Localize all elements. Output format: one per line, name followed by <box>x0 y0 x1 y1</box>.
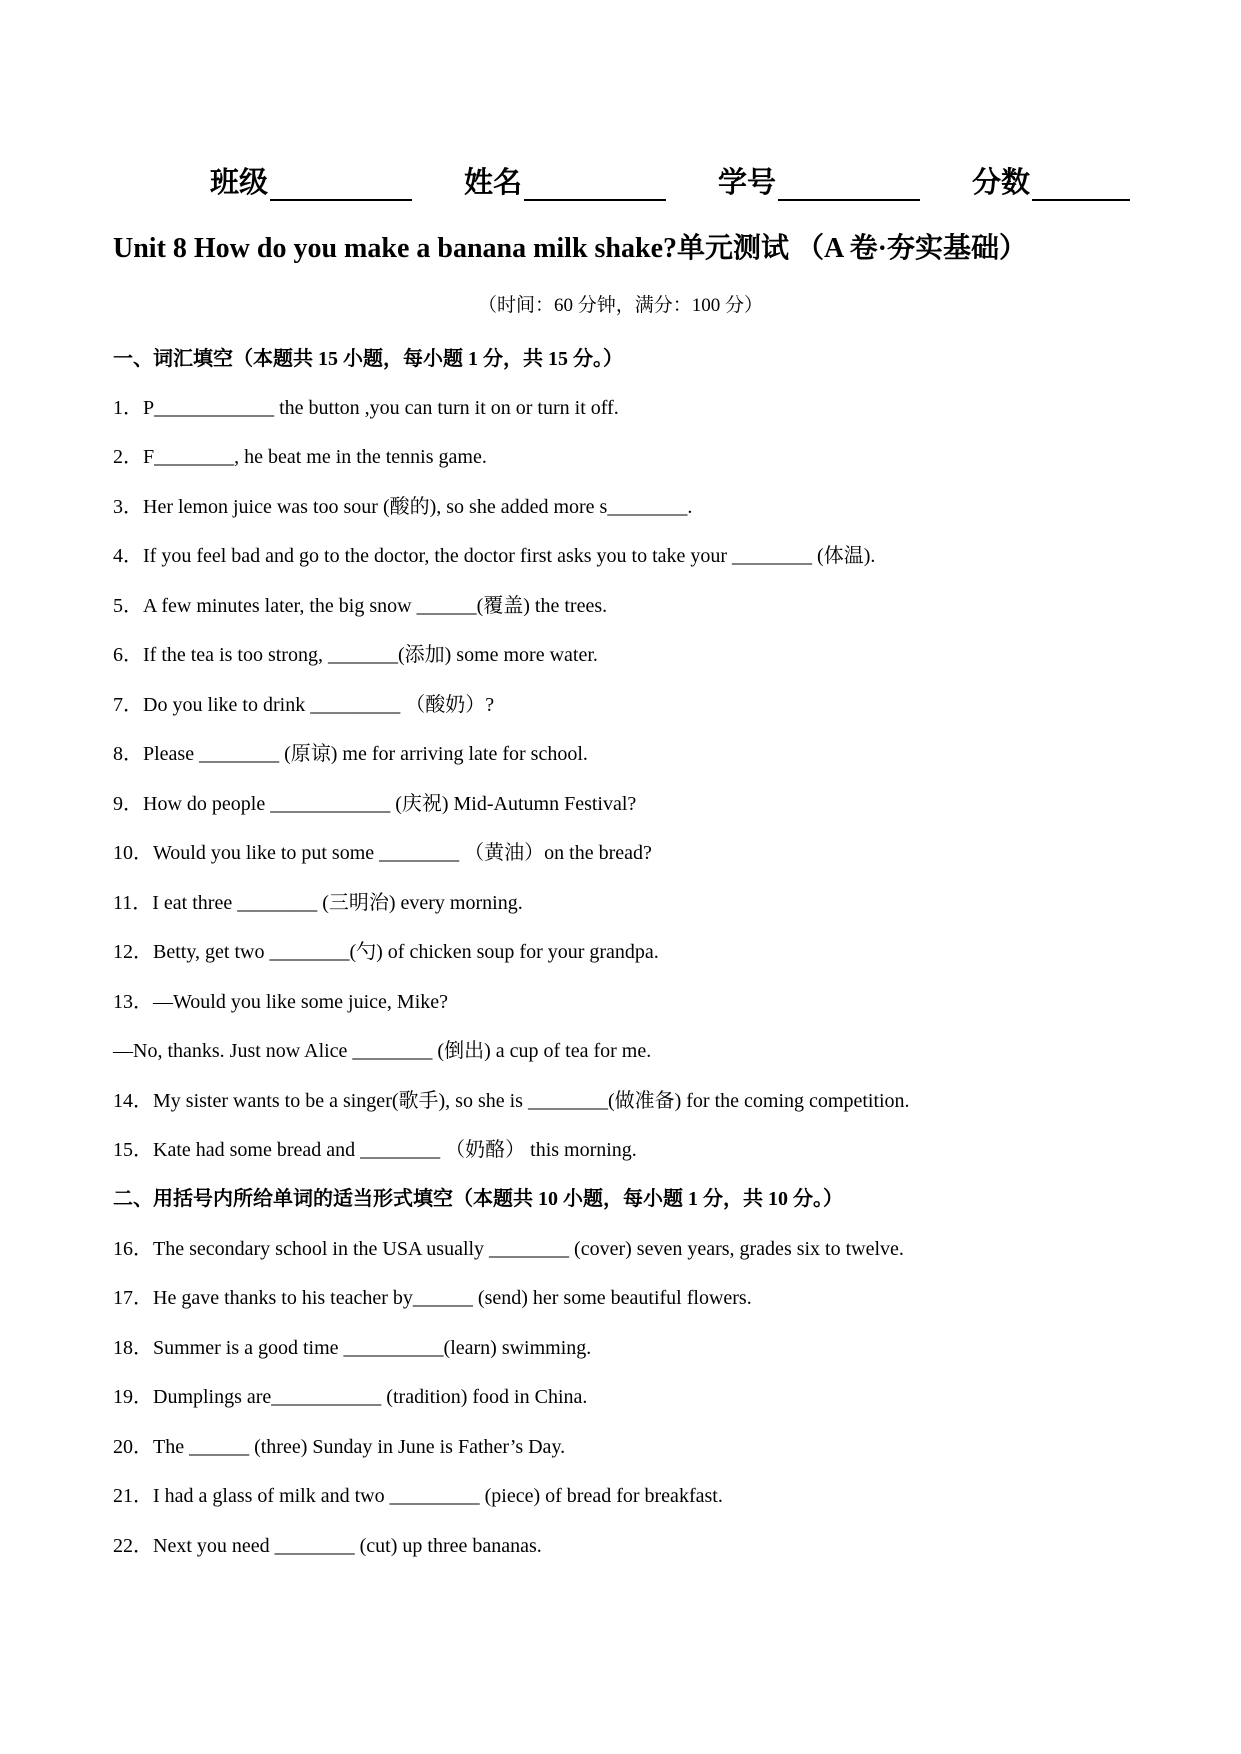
question-11: 11．I eat three ________ (三明治) every morning. <box>113 892 523 914</box>
question-14: 14．My sister wants to be a singer(歌手), so she is ________(做准备) for the coming competition. <box>113 1090 910 1112</box>
number-label: 学号 <box>717 167 776 199</box>
exam-title: Unit 8 How do you make a banana milk shake?单元测试 （A 卷·夯实基础） <box>113 233 1028 264</box>
section-2-heading: 二、用括号内所给单词的适当形式填空（本题共 10 小题，每小题 1 分，共 10 分。） <box>113 1188 843 1210</box>
name-label: 姓名 <box>463 167 522 199</box>
score-field <box>972 160 1130 201</box>
exam-subtitle: （时间：60 分钟，满分：100 分） <box>477 295 763 316</box>
question-20: 20．The ______ (three) Sunday in June is Father’s Day. <box>113 1436 566 1458</box>
number-blank[interactable] <box>778 169 920 201</box>
score-label: 分数 <box>971 167 1030 199</box>
question-13: 13．—Would you like some juice, Mike? <box>113 991 448 1013</box>
question-16: 16．The secondary school in the USA usually ________ (cover) seven years, grades six to twelve. <box>113 1238 904 1260</box>
question-7: 7．Do you like to drink _________ （酸奶）? <box>113 694 495 716</box>
question-2: 2．F________, he beat me in the tennis game. <box>113 446 487 468</box>
question-1: 1．P____________ the button ,you can turn it on or turn it off. <box>113 397 619 419</box>
question-12: 12．Betty, get two ________(勺) of chicken soup for your grandpa. <box>113 941 659 963</box>
name-field <box>464 160 666 201</box>
question-8: 8．Please ________ (原谅) me for arriving late for school. <box>113 743 588 765</box>
question-5: 5．A few minutes later, the big snow ______(覆盖) the trees. <box>113 595 608 617</box>
score-blank[interactable] <box>1032 169 1130 201</box>
class-blank[interactable] <box>270 169 412 201</box>
name-blank[interactable] <box>524 169 666 201</box>
class-label: 班级 <box>210 167 269 199</box>
student-info-row <box>210 160 1130 201</box>
question-21: 21．I had a glass of milk and two _________ (piece) of bread for breakfast. <box>113 1485 723 1507</box>
question-22: 22．Next you need ________ (cut) up three bananas. <box>113 1535 542 1557</box>
question-17: 17．He gave thanks to his teacher by______ (send) her some beautiful flowers. <box>113 1287 752 1309</box>
question-15: 15．Kate had some bread and ________ （奶酪） this morning. <box>113 1139 637 1161</box>
question-6: 6．If the tea is too strong, _______(添加) some more water. <box>113 644 598 666</box>
question-4: 4．If you feel bad and go to the doctor, the doctor first asks you to take your ________ (体温). <box>113 545 876 567</box>
section-1-heading: 一、词汇填空（本题共 15 小题，每小题 1 分，共 15 分。） <box>113 348 623 370</box>
question-18: 18．Summer is a good time __________(learn) swimming. <box>113 1337 592 1359</box>
question-10: 10．Would you like to put some ________ （黄油）on the bread? <box>113 842 652 864</box>
question-19: 19．Dumplings are___________ (tradition) food in China. <box>113 1386 588 1408</box>
class-field <box>210 160 412 201</box>
number-field <box>718 160 920 201</box>
question-13-answer-line: —No, thanks. Just now Alice ________ (倒出) a cup of tea for me. <box>113 1040 652 1062</box>
question-3: 3．Her lemon juice was too sour (酸的), so she added more s________. <box>113 496 693 518</box>
question-9: 9．How do people ____________ (庆祝) Mid-Autumn Festival? <box>113 793 637 815</box>
